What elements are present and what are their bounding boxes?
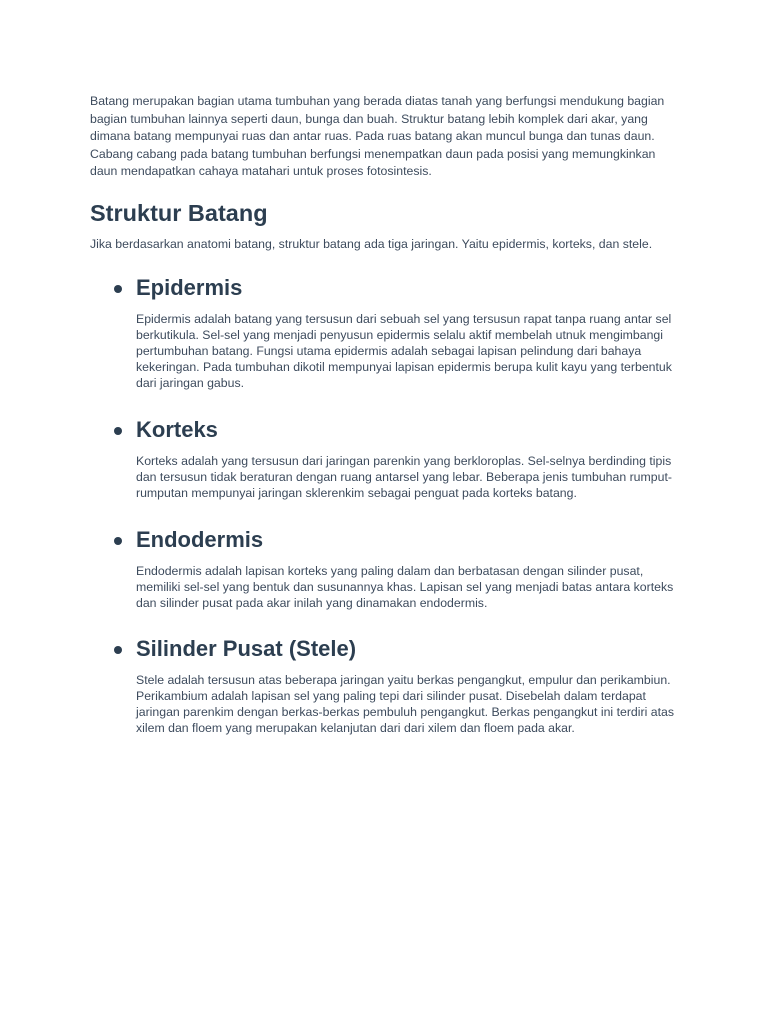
subheading-stele: Silinder Pusat (Stele) [136, 636, 357, 662]
paragraph-endodermis: Endodermis adalah lapisan korteks yang paling dalam dan berbatasan dengan silinder pusat, memiliki sel-sel yang bentuk dan susunannya khas. Lapisan sel yang menjadi batas antara korteks dan silinder pusat pada akar inilah yang dinamakan endodermis. [136, 563, 674, 610]
paragraph-stele: Stele adalah tersusun atas beberapa jaringan yaitu berkas pengangkut, empulur dan perikambiun. Perikambium adalah lapisan sel yang paling tepi dari silinder pusat. Disebelah dalam terdapat jaringan parenkim dengan berkas-berkas pembuluh pengangkut. Berkas pengangkut ini terdiri atas xilem dan floem yang merupakan kelanjutan dari dari xilem dan floem pada akar. [136, 673, 674, 736]
bullet-icon [114, 285, 122, 293]
intro-paragraph: Batang merupakan bagian utama tumbuhan yang berada diatas tanah yang berfungsi mendukung bagian bagian tumbuhan lainnya seperti daun, bunga dan buah. Struktur batang lebih komplek dari akar, yang dimana batang mempunyai ruas dan antar ruas. Pada ruas batang akan muncul bunga dan tunas daun. Cabang cabang pada batang tumbuhan berfungsi menempatkan daun pada posisi yang memungkinkan daun mendapatkan cahaya matahari untuk proses fotosintesis. [90, 94, 665, 179]
subheading-epidermis: Epidermis [136, 275, 243, 301]
lead-paragraph: Jika berdasarkan anatomi batang, struktur batang ada tiga jaringan. Yaitu epidermis, korteks, dan stele. [90, 236, 653, 251]
bullet-icon [114, 537, 122, 545]
list-item-endodermis [90, 526, 675, 612]
document-page [90, 93, 675, 737]
list-item-korteks [90, 416, 675, 502]
paragraph-korteks: Korteks adalah yang tersusun dari jaringan parenkin yang berkloroplas. Sel-selnya berdinding tipis dan tersusun tidak beraturan dengan ruang antarsel yang lebar. Beberapa jenis tumbuhan rumput-rumputan mempunyai jaringan sklerenkim sebagai penguat pada korteks batang. [136, 454, 672, 500]
list-item-stele [90, 635, 675, 737]
bullet-icon [114, 427, 122, 435]
subheading-endodermis: Endodermis [136, 526, 264, 552]
list-item-epidermis [90, 274, 675, 392]
section-heading: Struktur Batang [90, 199, 268, 226]
section-list [90, 274, 675, 737]
paragraph-epidermis: Epidermis adalah batang yang tersusun dari sebuah sel yang tersusun rapat tanpa ruang antar sel berkutikula. Sel-sel yang menjadi penyusun epidermis selalu aktif membelah utnuk mengimbangi pertumbuhan batang. Fungsi utama epidermis adalah sebagai lapisan pelindung dari bahaya kekeringan. Pada tumbuhan dikotil mempunyai lapisan epidermis berupa kulit kayu yang terbentuk dari jaringan gabus. [136, 312, 672, 391]
subheading-korteks: Korteks [136, 417, 218, 442]
bullet-icon [114, 646, 122, 654]
